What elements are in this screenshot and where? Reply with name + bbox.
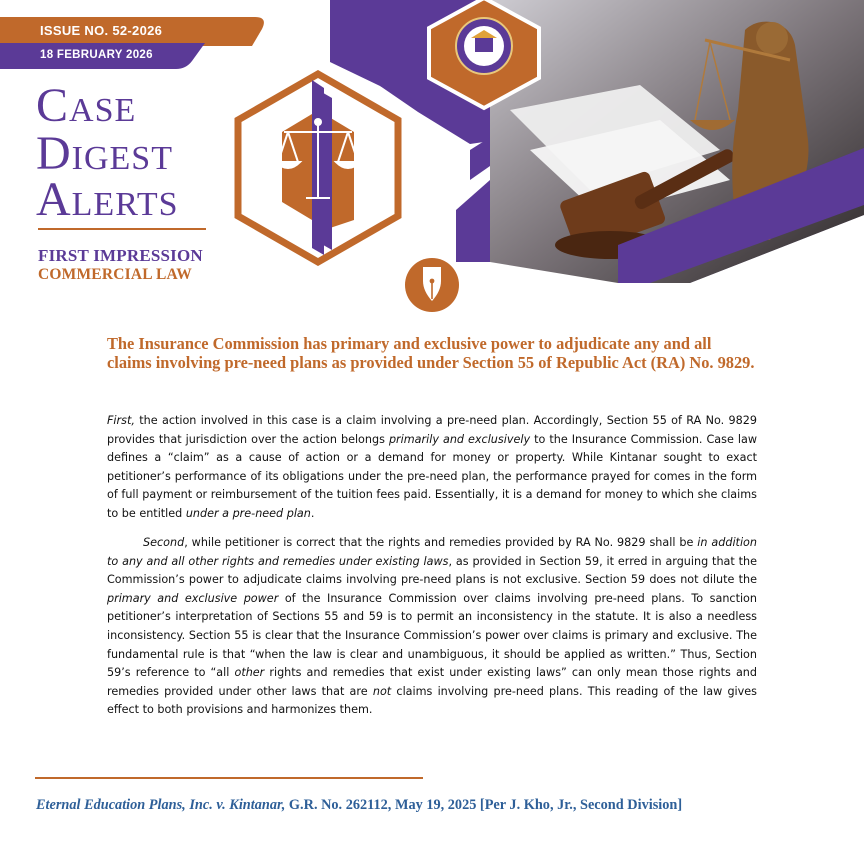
fountain-pen-nib-icon (404, 257, 460, 313)
title-divider (38, 228, 206, 230)
emphasis: First, (107, 414, 135, 427)
title-alerts: Alerts (36, 173, 179, 226)
paragraph-first (107, 412, 757, 524)
emphasis: primary and exclusive power (107, 591, 279, 605)
issue-date: 18 FEBRUARY 2026 (40, 49, 153, 61)
category-commercial-law: COMMERCIAL LAW (38, 266, 192, 283)
case-details: G.R. No. 262112, May 19, 2025 [Per J. Kho, Jr., Second Division] (285, 797, 683, 813)
category-first-impression: FIRST IMPRESSION (38, 246, 203, 265)
emphasis: under a pre-need plan (185, 506, 311, 520)
text: , as provided in Section 59, it erred in arguing that the Commission’s power to adjudicate claims involving pre-need plans is not exclusive. Section 59 does not dilute the (107, 554, 757, 587)
emphasis: Second (143, 536, 185, 549)
emphasis: primarily and exclusively (388, 432, 531, 446)
title-case: Case (36, 79, 137, 132)
text: . (310, 506, 315, 520)
text: of the Insurance Commission over claims involving pre-need plans. To sanction petitioner’s interpretation of Sections 55 and 59 is to permit an inconsistency in the statute. It is also a needless inconsistency. Section 55 is clear that the Insurance Commission’s power over claims is primary and exclusive. The fundamental rule is that “when the law is clear and unambiguous, it should be applied as written.” Thus, Section 59’s reference to “all (107, 591, 757, 680)
scales-of-justice-icon (232, 70, 404, 266)
ruling-headline: The Insurance Commission has primary and exclusive power to adjudicate any and all claims involving pre-need plans as provided under Section 55 of Republic Act (RA) No. 9829. (107, 334, 755, 372)
text: claims involving pre-need plans. This reading of the law gives effect to both provisions and harmonizes them. (107, 684, 757, 717)
text: rights and remedies that exist under existing laws” can only mean those rights and remedies provided under other laws that are (107, 666, 757, 698)
paragraph-second (107, 534, 757, 720)
case-name: Eternal Education Plans, Inc. v. Kintanar, (36, 797, 286, 813)
emphasis: other (234, 666, 265, 680)
university-seal-icon (425, 0, 543, 112)
text: , while petitioner is correct that the rights and remedies provided by RA No. 9829 shall be (184, 536, 698, 549)
footer-divider (35, 777, 423, 779)
issue-number: ISSUE NO. 52-2026 (40, 23, 163, 38)
emphasis: in addition to any and all other rights and remedies under existing laws (107, 536, 757, 568)
title-digest: Digest (36, 127, 173, 180)
text: the action involved in this case is a claim involving a pre-need plan. Accordingly, Section 55 of RA No. 9829 provides that jurisdiction over the action belongs (107, 414, 757, 446)
case-citation (36, 797, 836, 814)
emphasis: not (372, 684, 392, 698)
text: to the Insurance Commission. Case law defines a “claim” as a cause of action or a demand for money or property. While Kintanar sought to exact petitioner’s performance of its obligations under the pre-need plan, the performance prayed for comes in the form of full payment or reimbursement of the tuition fees paid. Essentially, it is a demand for money to which she claims to be entitled (107, 432, 757, 520)
